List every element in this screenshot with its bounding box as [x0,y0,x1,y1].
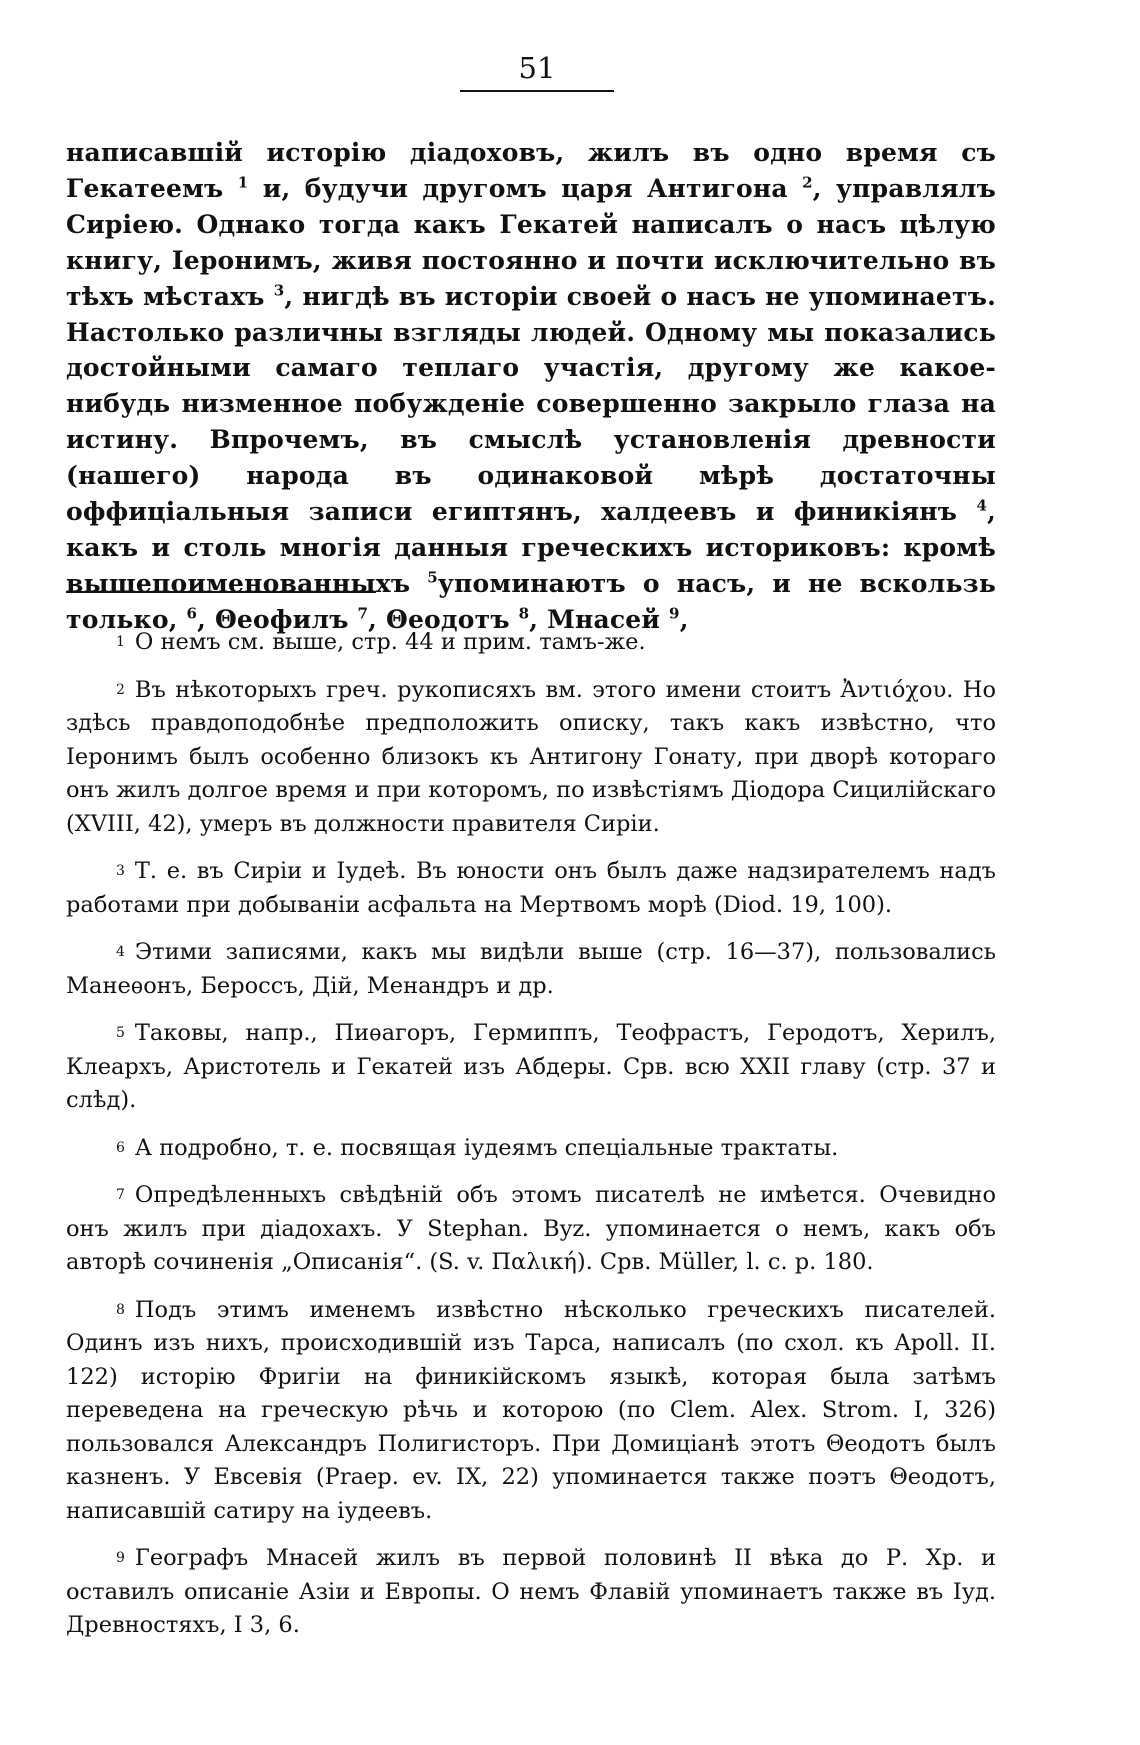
footnote-number: 5 [116,1025,125,1041]
footnote-text: Этими записями, какъ мы видѣли выше (стр. 16—37), пользовались Манеѳонъ, Бероссъ, Дій, Менандръ и др. [66,939,996,999]
footnote-number: 8 [116,1301,125,1318]
main-text-run: , Мнасей [529,604,670,634]
footnote-text: Таковы, напр., Пиѳагоръ, Гермиппъ, Теофрастъ, Геродотъ, Херилъ, Клеархъ, Аристотель и Гекатей изъ Абдеры. Срв. всю XXII главу (стр. 37 и слѣд). [66,1020,996,1113]
footnote-2 [66,674,996,842]
footnote-ref: 6 [186,604,198,623]
main-text-run: упоминаютъ о насъ, и не вскользь только, [66,568,996,634]
main-text-run: , [679,604,689,634]
footnote-1 [66,626,996,660]
main-text-run: , какъ и столь многія данныя греческихъ историковъ: кромѣ вышепоименованныхъ [66,497,996,598]
footnote-text: Т. е. въ Сиріи и Іудеѣ. Въ юности онъ былъ даже надзирателемъ надъ работами при добываніи асфальта на Мертвомъ морѣ (Diod. 19, 100). [66,858,996,918]
footnote-number: 7 [116,1187,125,1203]
footnote-text: О немъ см. выше, стр. 44 и прим. тамъ-же. [134,629,646,655]
footnote-ref: 7 [357,604,369,623]
footnote-ref: 8 [518,604,530,623]
main-text-run: , управлялъ Сиріею. Однако тогда какъ Гекатей написалъ о насъ цѣлую книгу, Іеронимъ, живя постоянно и почти исключительно въ тѣхъ мѣстахъ [66,173,996,311]
footnote-ref: 4 [976,496,988,515]
footnote-text: Опредѣленныхъ свѣдѣній объ этомъ писателѣ не имѣется. Очевидно онъ жилъ при діадохахъ. У Stephan. Byz. упоминается о немъ, какъ объ авторѣ сочиненія „Описанія“. (S. v. Παλική). Срв. Müller, l. c. p. 180. [66,1182,996,1275]
footnote-7 [66,1179,996,1280]
footnote-number: 1 [116,634,125,650]
footnote-number: 2 [116,681,125,698]
footnote-9 [66,1542,996,1643]
footnote-6 [66,1132,996,1166]
main-paragraph [66,135,996,638]
footnotes-section [66,626,996,1657]
footnote-5 [66,1017,996,1118]
main-text-run: и, будучи другомъ царя Антигона [248,173,803,203]
footnote-number: 4 [116,944,125,960]
footnote-divider [66,591,376,593]
footnote-text: Подъ этимъ именемъ извѣстно нѣсколько греческихъ писателей. Одинъ изъ нихъ, происходившій изъ Тарса, написалъ (по схол. къ Apoll. II. 122) исторію Фригіи на финикійскомъ языкѣ, которая была затѣмъ переведена на греческую рѣчь и которою (по Clem. Alex. Strom. I, 326) пользовался Александръ Полигисторъ. При Домиціанѣ этотъ Θеодотъ былъ казненъ. У Евсевія (Praep. ev. IX, 22) упоминается также поэтъ Θеодотъ, написавшій сатиру на іудеевъ. [66,1296,996,1524]
main-text-run: , нигдѣ въ исторіи своей о насъ не упоминаетъ. Настолько различны взгляды людей. Одному мы показались достойными самаго теплаго участія, другому же какое-нибудь низменное побужденіе совершенно закрыло глаза на истину. Впрочемъ, въ смыслѣ установленія древности (нашего) народа въ одинаковой мѣрѣ достаточны оффиціальныя записи египтянъ, халдеевъ и финикіянъ [66,281,996,527]
footnote-ref: 9 [669,604,680,623]
footnote-text: Географъ Мнасей жилъ въ первой половинѣ II вѣка до Р. Хр. и оставилъ описаніе Азіи и Европы. О немъ Флавій упоминаетъ также въ Іуд. Древностяхъ, I 3, 6. [66,1545,996,1638]
footnote-ref: 1 [237,173,249,192]
main-text-run: , Θеодотъ [368,604,519,634]
footnote-4 [66,936,996,1003]
footnote-ref: 3 [273,281,285,300]
footnote-text: Въ нѣкоторыхъ греч. рукописяхъ вм. этого имени стоитъ Ἀντιόχου. Но здѣсь правдоподобнѣе предположить описку, такъ какъ извѣстно, что Іеронимъ былъ особенно близокъ къ Антигону Гонату, при дворѣ котораго онъ жилъ долгое время и при которомъ, по извѣстіямъ Діодора Сицилійскаго (XVIII, 42), умеръ въ должности правителя Сиріи. [66,676,996,837]
footnote-ref: 5 [427,568,438,587]
page-number: 51 [460,50,614,92]
main-text-run: написавшій исторію діадоховъ, жилъ въ одно время съ Гекатеемъ [66,138,996,203]
footnote-text: А подробно, т. е. посвящая іудеямъ спеціальные трактаты. [134,1134,839,1161]
footnote-number: 9 [116,1550,125,1566]
main-text-run: , Θеофилъ [197,604,358,634]
footnote-3 [66,855,996,922]
footnote-8 [66,1294,996,1529]
footnote-number: 3 [116,863,125,879]
footnote-ref: 2 [802,173,813,192]
footnote-number: 6 [116,1139,125,1156]
